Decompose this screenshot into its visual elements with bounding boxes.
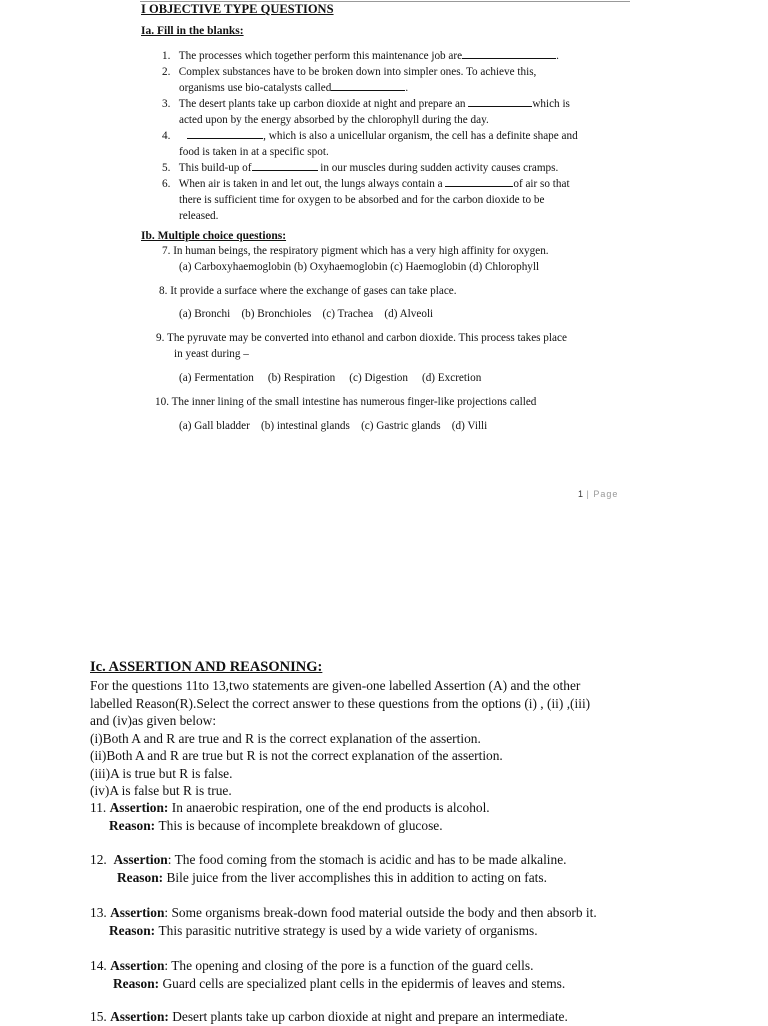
- item-number: 13.: [90, 905, 107, 920]
- assertion-item-13: [90, 904, 597, 922]
- question-6: [162, 176, 570, 192]
- question-text: of air so that: [513, 178, 570, 190]
- item-number: 12.: [90, 852, 107, 867]
- question-4-cont: food is taken in at a specific spot.: [179, 146, 329, 158]
- question-text: The processes which together perform this maintenance job are: [178, 50, 463, 62]
- assertion-item-12: [90, 851, 567, 869]
- option: (b) Bronchioles: [241, 308, 312, 320]
- reason-item-13: [109, 922, 538, 940]
- question-text: The desert plants take up carbon dioxide at night and prepare an: [178, 98, 466, 110]
- answer-blank: [331, 81, 405, 91]
- option-line: (i)Both A and R are true and R is the correct explanation of the assertion.: [90, 730, 481, 746]
- question-text: in our muscles during sudden activity causes cramps.: [320, 162, 559, 174]
- question-3-cont: acted upon by the energy absorbed by the chlorophyll during the day.: [179, 114, 489, 126]
- option: (b) Respiration: [267, 372, 336, 384]
- question-2-cont: [179, 80, 408, 96]
- question-9-cont: in yeast during –: [174, 348, 249, 360]
- assertion-label: Assertion: [110, 958, 165, 973]
- page-footer: [578, 489, 618, 499]
- option: (a) Fermentation: [179, 372, 254, 384]
- reason-item-11: [109, 817, 443, 835]
- page-separator: |: [583, 489, 594, 499]
- item-number: 15.: [90, 1009, 107, 1024]
- mcq-heading: Ib. Multiple choice questions:: [141, 230, 287, 242]
- reason-text: This is because of incomplete breakdown of glucose.: [158, 818, 443, 833]
- assertion-text: : The food coming from the stomach is acidic and has to be made alkaline.: [167, 852, 567, 867]
- question-7-options: (a) Carboxyhaemoglobin (b) Oxyhaemoglobin (c) Haemoglobin (d) Chlorophyll: [179, 261, 540, 273]
- section-title: I OBJECTIVE TYPE QUESTIONS: [141, 2, 334, 16]
- assertion-item-11: [90, 799, 490, 817]
- reason-item-14: [113, 975, 565, 993]
- assertion-label: Assertion: [113, 852, 168, 867]
- item-number: 14.: [90, 958, 107, 973]
- option-line: (iii)A is true but R is false.: [90, 765, 233, 781]
- assertion-text: : The opening and closing of the pore is a function of the guard cells.: [164, 958, 534, 973]
- question-5: [162, 160, 558, 176]
- page-label: Page: [593, 489, 619, 499]
- question-2: [162, 64, 536, 80]
- question-text-end: .: [556, 50, 559, 62]
- question-number: 5.: [162, 162, 171, 174]
- question-text: Complex substances have to be broken down into simpler ones. To achieve this,: [178, 66, 537, 78]
- page-number: 1: [578, 489, 584, 499]
- question-number: 4.: [162, 130, 171, 142]
- question-1: [162, 48, 559, 64]
- option: (a) Gall bladder: [179, 420, 250, 432]
- option: (c) Trachea: [322, 308, 374, 320]
- reason-text: Bile juice from the liver accomplishes this in addition to acting on fats.: [166, 870, 547, 885]
- fill-blanks-heading: Ia. Fill in the blanks:: [141, 25, 244, 37]
- question-9-options: [179, 370, 481, 386]
- question-4: [162, 128, 578, 144]
- assertion-label: Assertion:: [110, 1009, 169, 1024]
- reason-label: Reason:: [113, 976, 160, 991]
- reason-text: This parasitic nutritive strategy is used by a wide variety of organisms.: [158, 923, 538, 938]
- question-3: [162, 96, 570, 112]
- question-10: 10. The inner lining of the small intestine has numerous finger-like projections called: [155, 396, 537, 408]
- question-number: 3.: [162, 98, 171, 110]
- item-number: 11.: [90, 800, 107, 815]
- option-line: (iv)A is false but R is true.: [90, 783, 232, 798]
- intro-line: and (iv)as given below:: [90, 713, 217, 728]
- question-text: which is: [532, 98, 570, 110]
- intro-line: For the questions 11to 13,two statements are given-one labelled Assertion (A) and the other: [90, 678, 581, 693]
- assertion-heading: Ic. ASSERTION AND REASONING:: [90, 659, 323, 675]
- question-7: 7. In human beings, the respiratory pigment which has a very high affinity for oxygen.: [162, 245, 549, 257]
- question-8: 8. It provide a surface where the exchange of gases can take place.: [159, 285, 457, 297]
- question-number: 2.: [162, 66, 171, 78]
- reason-text: Guard cells are specialized plant cells in the epidermis of leaves and stems.: [162, 976, 566, 991]
- question-text: This build-up of: [178, 162, 252, 174]
- answer-blank: [445, 177, 513, 187]
- answer-blank: [252, 161, 318, 171]
- question-6-cont2: released.: [179, 210, 219, 222]
- assertion-label: Assertion: [110, 905, 165, 920]
- question-text: When air is taken in and let out, the lungs always contain a: [178, 178, 443, 190]
- option: (d) Villi: [451, 420, 488, 432]
- assertion-text: Desert plants take up carbon dioxide at night and prepare an intermediate.: [172, 1009, 568, 1024]
- reason-label: Reason:: [109, 818, 156, 833]
- option: (a) Bronchi: [179, 308, 231, 320]
- question-text: , which is also a unicellular organism, the cell has a definite shape and: [263, 130, 578, 142]
- assertion-item-15: [90, 1008, 568, 1026]
- assertion-text: : Some organisms break-down food material outside the body and then absorb it.: [164, 905, 597, 920]
- question-10-options: [179, 418, 487, 434]
- question-text: organisms use bio-catalysts called: [179, 82, 332, 94]
- assertion-label: Assertion:: [109, 800, 169, 815]
- assertion-item-14: [90, 957, 533, 975]
- answer-blank: [187, 129, 263, 139]
- question-8-options: [179, 306, 433, 322]
- question-6-cont: there is sufficient time for oxygen to be absorbed and for the carbon dioxide to be: [179, 194, 545, 206]
- assertion-text: In anaerobic respiration, one of the end products is alcohol.: [171, 800, 490, 815]
- option: (b) intestinal glands: [261, 420, 350, 432]
- question-number: 1.: [162, 50, 171, 62]
- reason-label: Reason:: [109, 923, 156, 938]
- answer-blank: [468, 97, 532, 107]
- option: (c) Gastric glands: [361, 420, 441, 432]
- option: (c) Digestion: [349, 372, 408, 384]
- intro-line: labelled Reason(R).Select the correct answer to these questions from the options (i) , (ii) ,(iii): [90, 695, 591, 711]
- question-text-end: .: [405, 82, 409, 94]
- option: (d) Excretion: [421, 372, 482, 384]
- answer-blank: [462, 49, 556, 59]
- option: (d) Alveoli: [384, 308, 434, 320]
- question-number: 6.: [162, 178, 171, 190]
- option-line: (ii)Both A and R are true but R is not the correct explanation of the assertion.: [90, 748, 503, 763]
- reason-label: Reason:: [117, 870, 164, 885]
- question-9: 9. The pyruvate may be converted into ethanol and carbon dioxide. This process takes place: [156, 332, 567, 344]
- reason-item-12: [117, 869, 547, 887]
